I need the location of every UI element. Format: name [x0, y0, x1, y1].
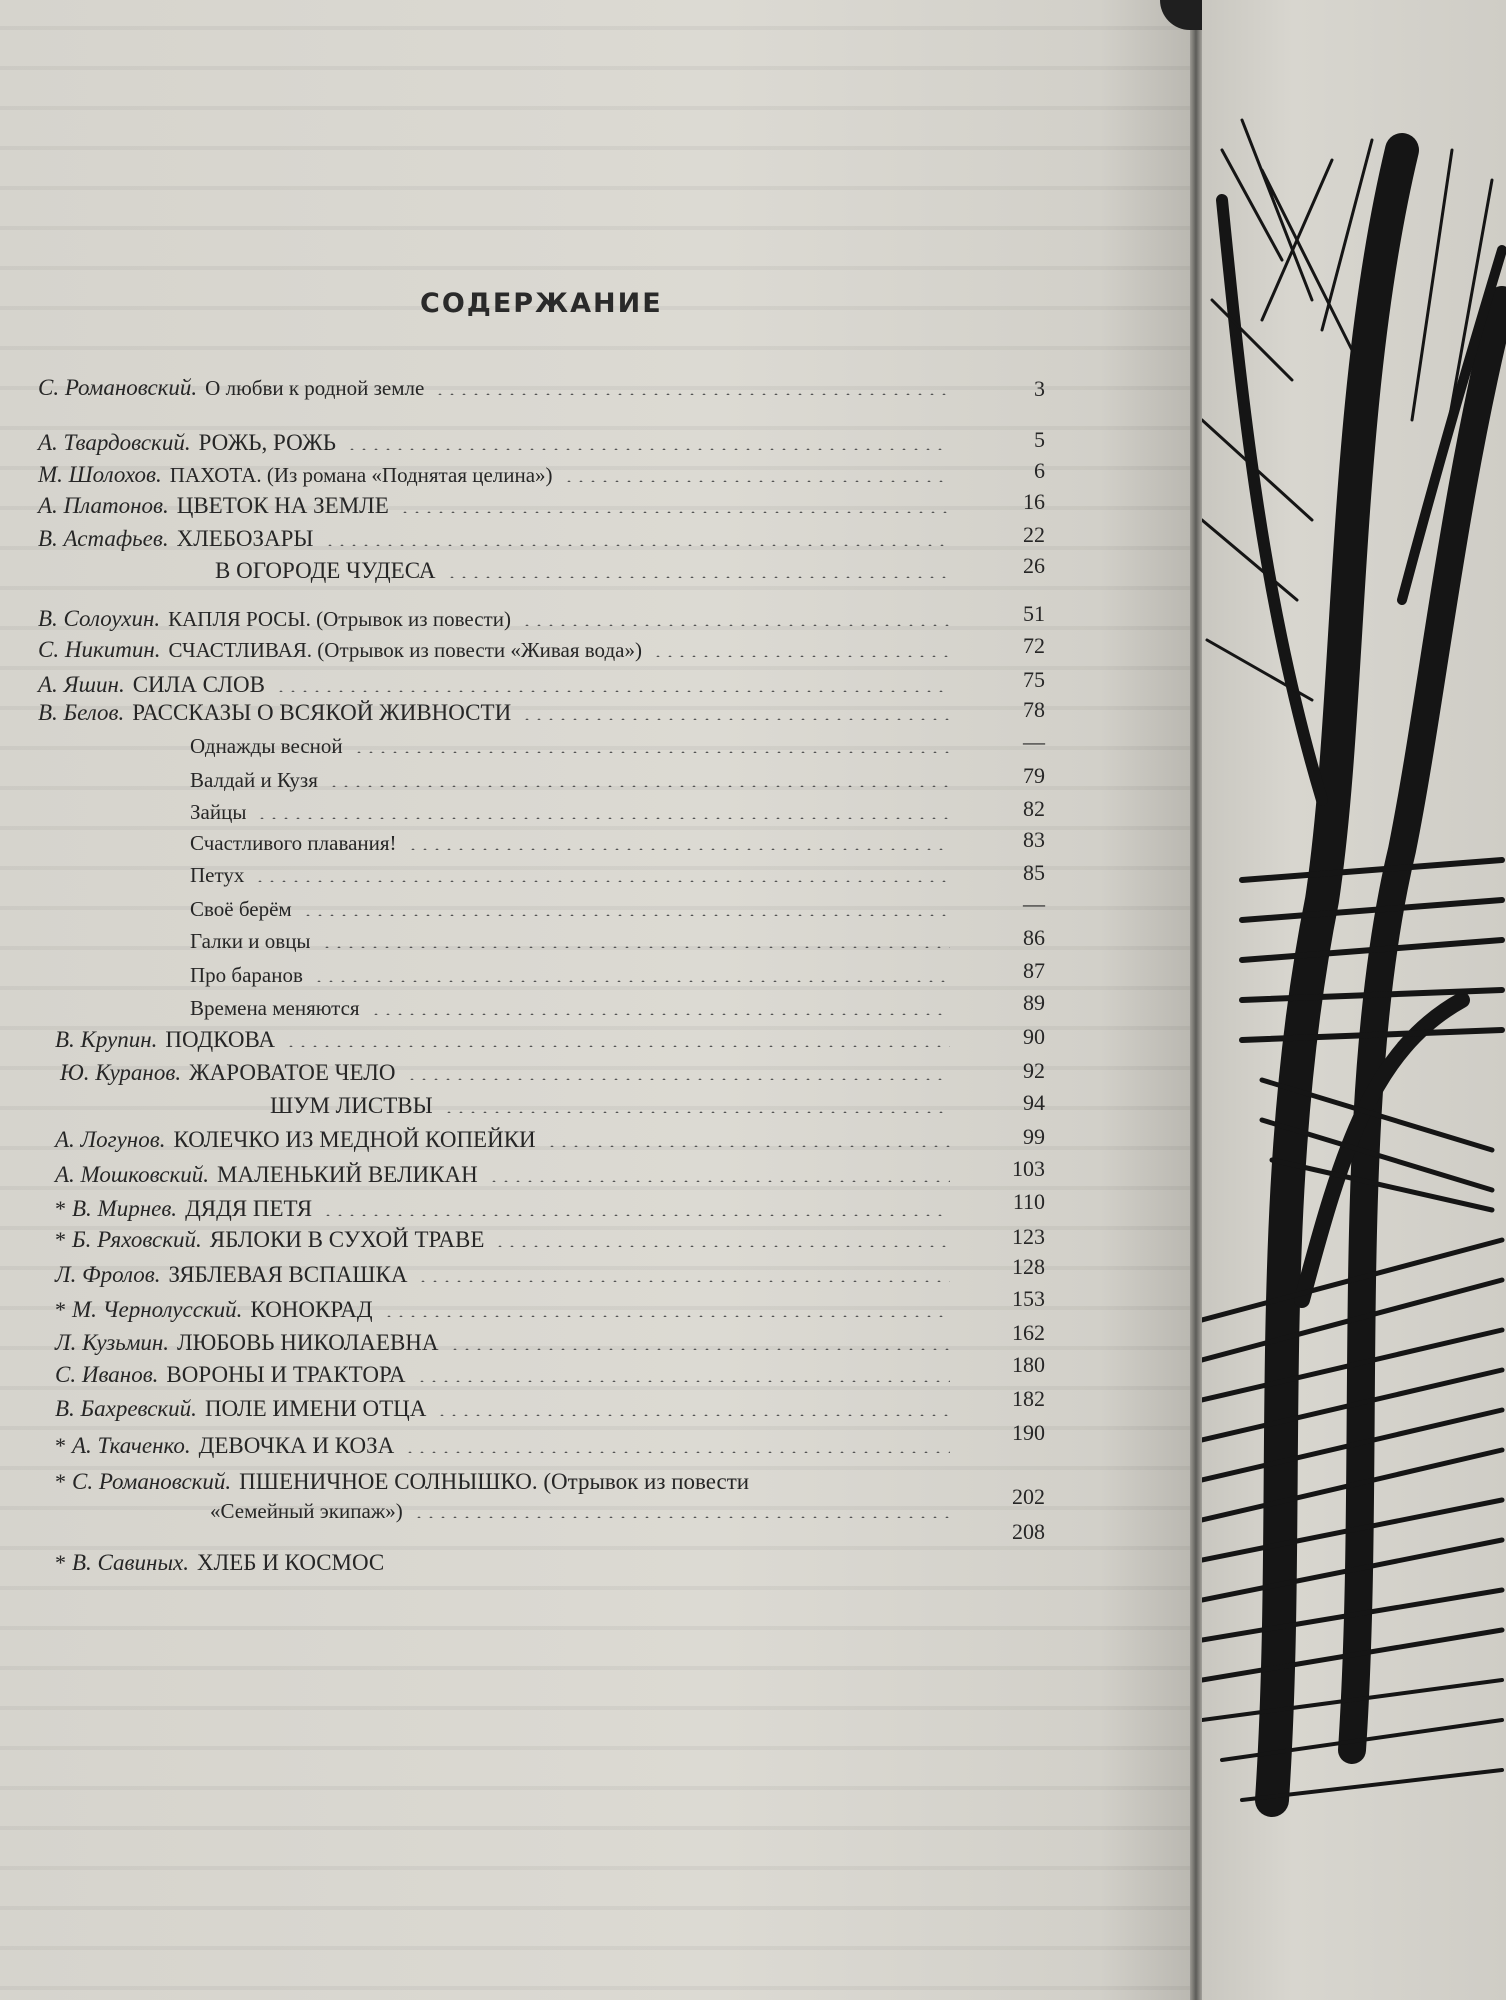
- toc-entry: [55, 1262, 960, 1288]
- dot-leader: [285, 1045, 950, 1047]
- contents-heading: СОДЕРЖАНИЕ: [420, 288, 663, 319]
- toc-entry: [55, 1127, 960, 1153]
- toc-page-number: —: [1023, 729, 1045, 754]
- toc-page-number: 16: [1023, 489, 1045, 514]
- dot-leader: [416, 1380, 951, 1382]
- toc-title: Счастливого плавания!: [190, 831, 397, 855]
- dot-leader: [275, 690, 950, 692]
- toc-title: КОЛЕЧКО ИЗ МЕДНОЙ КОПЕЙКИ: [173, 1127, 536, 1152]
- toc-page-number: 79: [1023, 763, 1045, 788]
- toc-entry: [55, 1330, 960, 1356]
- toc-page-number: 86: [1023, 925, 1045, 950]
- dot-leader: [494, 1245, 950, 1247]
- toc-page-number: —: [1023, 891, 1045, 916]
- toc-title: Однажды весной: [190, 734, 343, 758]
- toc-entry: [55, 1027, 960, 1053]
- toc-title: ПОДКОВА: [165, 1027, 276, 1052]
- toc-page-number: 3: [1034, 376, 1045, 401]
- toc-title: СЧАСТЛИВАЯ. (Отрывок из повести «Живая вода»): [168, 638, 642, 662]
- toc-page-number: 89: [1023, 990, 1045, 1015]
- new-entry-asterisk: *: [55, 1227, 66, 1252]
- toc-entry: [210, 1499, 960, 1524]
- toc-page-number: 208: [1012, 1519, 1045, 1544]
- dot-leader: [446, 576, 950, 578]
- toc-title: СИЛА СЛОВ: [132, 672, 265, 697]
- toc-author: В. Астафьев.: [38, 526, 169, 551]
- dot-leader: [370, 1013, 950, 1015]
- toc-entry: [270, 1093, 960, 1119]
- toc-entry: [38, 606, 960, 632]
- toc-title: ШУМ ЛИСТВЫ: [270, 1093, 433, 1118]
- toc-entry: [55, 1433, 960, 1459]
- toc-author: А. Твардовский.: [38, 430, 191, 455]
- toc-page-number: 26: [1023, 553, 1045, 578]
- toc-title: КАПЛЯ РОСЫ. (Отрывок из повести): [168, 607, 511, 631]
- toc-entry: [55, 1469, 960, 1495]
- toc-page-number: 190: [1012, 1420, 1045, 1445]
- toc-entry: [190, 734, 960, 759]
- toc-title: ЖАРОВАТОЕ ЧЕЛО: [189, 1060, 396, 1085]
- toc-page-number: 5: [1034, 427, 1045, 452]
- toc-entry: [190, 768, 960, 793]
- toc-page-number: 123: [1012, 1224, 1045, 1249]
- toc-author: Ю. Куранов.: [60, 1060, 182, 1085]
- toc-title: ВОРОНЫ И ТРАКТОРА: [166, 1362, 406, 1387]
- toc-entry: [38, 375, 960, 401]
- dot-leader: [322, 1214, 950, 1216]
- toc-page-number: 92: [1023, 1058, 1045, 1083]
- toc-title: Галки и овцы: [190, 929, 311, 953]
- toc-author: В. Белов.: [38, 700, 125, 725]
- toc-title: Зайцы: [190, 800, 247, 824]
- dot-leader: [521, 624, 950, 626]
- new-entry-asterisk: *: [55, 1469, 66, 1494]
- dot-leader: [413, 1516, 950, 1518]
- toc-title: Времена меняются: [190, 996, 360, 1020]
- toc-author: В. Бахревский.: [55, 1396, 197, 1421]
- toc-entry: [55, 1297, 960, 1323]
- toc-page-number: 128: [1012, 1254, 1045, 1279]
- toc-entry: [38, 493, 960, 519]
- dot-leader: [434, 393, 950, 395]
- dot-leader: [546, 1145, 950, 1147]
- toc-title: В ОГОРОДЕ ЧУДЕСА: [215, 558, 436, 583]
- toc-entry: [190, 800, 960, 825]
- dot-leader: [488, 1180, 950, 1182]
- toc-title: Своё берём: [190, 897, 292, 921]
- toc-author: С. Никитин.: [38, 637, 161, 662]
- toc-title: КОНОКРАД: [250, 1297, 373, 1322]
- toc-author: В. Савиных.: [72, 1550, 189, 1575]
- dot-leader: [346, 448, 950, 450]
- dot-leader: [563, 480, 950, 482]
- toc-title: «Семейный экипаж»): [210, 1499, 403, 1523]
- toc-page-number: 78: [1023, 697, 1045, 722]
- toc-page-number: 180: [1012, 1352, 1045, 1377]
- toc-title: МАЛЕНЬКИЙ ВЕЛИКАН: [217, 1162, 478, 1187]
- toc-page-number: 75: [1023, 667, 1045, 692]
- dot-leader: [652, 655, 950, 657]
- toc-author: С. Романовский.: [72, 1469, 232, 1494]
- dot-leader: [407, 848, 950, 850]
- dot-leader: [324, 544, 951, 546]
- toc-entry: [55, 1550, 960, 1576]
- toc-page-number: 182: [1012, 1386, 1045, 1411]
- toc-entry: [190, 996, 960, 1021]
- toc-entry: [215, 558, 960, 584]
- toc-title: ЯБЛОКИ В СУХОЙ ТРАВЕ: [209, 1227, 485, 1252]
- dot-leader: [383, 1315, 950, 1317]
- dot-leader: [449, 1348, 950, 1350]
- toc-page-number: 87: [1023, 958, 1045, 983]
- toc-author: Л. Кузьмин.: [55, 1330, 170, 1355]
- toc-page-number: 103: [1012, 1156, 1045, 1181]
- toc-page-number: 94: [1023, 1090, 1045, 1115]
- toc-title: ПШЕНИЧНОЕ СОЛНЫШКО. (Отрывок из повести: [239, 1469, 750, 1494]
- toc-author: Б. Ряховский.: [72, 1227, 202, 1252]
- dot-leader: [313, 980, 950, 982]
- dot-leader: [256, 817, 950, 819]
- toc-page-number: 82: [1023, 796, 1045, 821]
- dot-leader: [404, 1451, 950, 1453]
- toc-entry: [38, 462, 960, 488]
- toc-page-number: 72: [1023, 633, 1045, 658]
- toc-entry: [55, 1196, 960, 1222]
- toc-entry: [190, 863, 960, 888]
- dot-leader: [321, 946, 950, 948]
- toc-entry: [55, 1162, 960, 1188]
- toc-title: ЛЮБОВЬ НИКОЛАЕВНА: [177, 1330, 439, 1355]
- toc-author: В. Крупин.: [55, 1027, 158, 1052]
- toc-title: ХЛЕБ И КОСМОС: [196, 1550, 385, 1575]
- toc-page-number: 202: [1012, 1484, 1045, 1509]
- toc-entry: [55, 1396, 960, 1422]
- toc-author: М. Шолохов.: [38, 462, 162, 487]
- toc-author: С. Иванов.: [55, 1362, 159, 1387]
- toc-title: Про баранов: [190, 963, 303, 987]
- dot-leader: [406, 1078, 950, 1080]
- toc-author: А. Ткаченко.: [72, 1433, 191, 1458]
- toc-entry: [38, 672, 960, 698]
- toc-entry: [38, 526, 960, 552]
- toc-title: ДЕВОЧКА И КОЗА: [198, 1433, 395, 1458]
- toc-entry: [190, 929, 960, 954]
- toc-entry: [38, 430, 960, 456]
- toc-title: ДЯДЯ ПЕТЯ: [185, 1196, 313, 1221]
- toc-title: ПАХОТА. (Из романа «Поднятая целина»): [169, 463, 553, 487]
- toc-title: ПОЛЕ ИМЕНИ ОТЦА: [204, 1396, 427, 1421]
- dot-leader: [417, 1280, 950, 1282]
- new-entry-asterisk: *: [55, 1433, 66, 1458]
- toc-entry: [55, 1362, 960, 1388]
- toc-page-number: 162: [1012, 1320, 1045, 1345]
- toc-title: Петух: [190, 863, 245, 887]
- toc-entry: [38, 700, 960, 726]
- toc-author: В. Солоухин.: [38, 606, 161, 631]
- dot-leader: [521, 718, 950, 720]
- toc-author: А. Мошковский.: [55, 1162, 210, 1187]
- toc-page-number: 22: [1023, 522, 1045, 547]
- toc-author: Л. Фролов.: [55, 1262, 161, 1287]
- toc-author: В. Мирнев.: [72, 1196, 178, 1221]
- toc-page-number: 83: [1023, 827, 1045, 852]
- new-entry-asterisk: *: [55, 1550, 66, 1575]
- toc-title: Валдай и Кузя: [190, 768, 318, 792]
- dot-leader: [353, 751, 950, 753]
- toc-author: А. Яшин.: [38, 672, 125, 697]
- toc-entry: [190, 963, 960, 988]
- toc-entry: [190, 831, 960, 856]
- toc-page-number: 6: [1034, 458, 1045, 483]
- toc-entry: [38, 637, 960, 663]
- toc-page-number: 90: [1023, 1024, 1045, 1049]
- dot-leader: [399, 511, 950, 513]
- toc-title: ЦВЕТОК НА ЗЕМЛЕ: [176, 493, 389, 518]
- dot-leader: [254, 880, 950, 882]
- dot-leader: [443, 1111, 950, 1113]
- toc-author: А. Платонов.: [38, 493, 169, 518]
- toc-title: РАССКАЗЫ О ВСЯКОЙ ЖИВНОСТИ: [132, 700, 512, 725]
- toc-page-number: 51: [1023, 601, 1045, 626]
- toc-page-number: 110: [1012, 1189, 1045, 1214]
- toc-author: М. Чернолусский.: [72, 1297, 243, 1322]
- toc-page-number: 85: [1023, 860, 1045, 885]
- dot-leader: [436, 1414, 950, 1416]
- new-entry-asterisk: *: [55, 1196, 66, 1221]
- toc-title: О любви к родной земле: [205, 376, 425, 400]
- dot-leader: [328, 785, 950, 787]
- tree-illustration: [1202, 0, 1506, 2000]
- right-page: [1202, 0, 1506, 2000]
- toc-author: С. Романовский.: [38, 375, 198, 400]
- toc-page-number: 153: [1012, 1286, 1045, 1311]
- toc-author: А. Логунов.: [55, 1127, 166, 1152]
- toc-entry: [60, 1060, 960, 1086]
- toc-page-number: 99: [1023, 1124, 1045, 1149]
- toc-entry: [190, 897, 960, 922]
- toc-title: ХЛЕБОЗАРЫ: [176, 526, 314, 551]
- dot-leader: [302, 914, 950, 916]
- new-entry-asterisk: *: [55, 1297, 66, 1322]
- toc-title: ЗЯБЛЕВАЯ ВСПАШКА: [168, 1262, 408, 1287]
- toc-title: РОЖЬ, РОЖЬ: [198, 430, 336, 455]
- toc-entry: [55, 1227, 960, 1253]
